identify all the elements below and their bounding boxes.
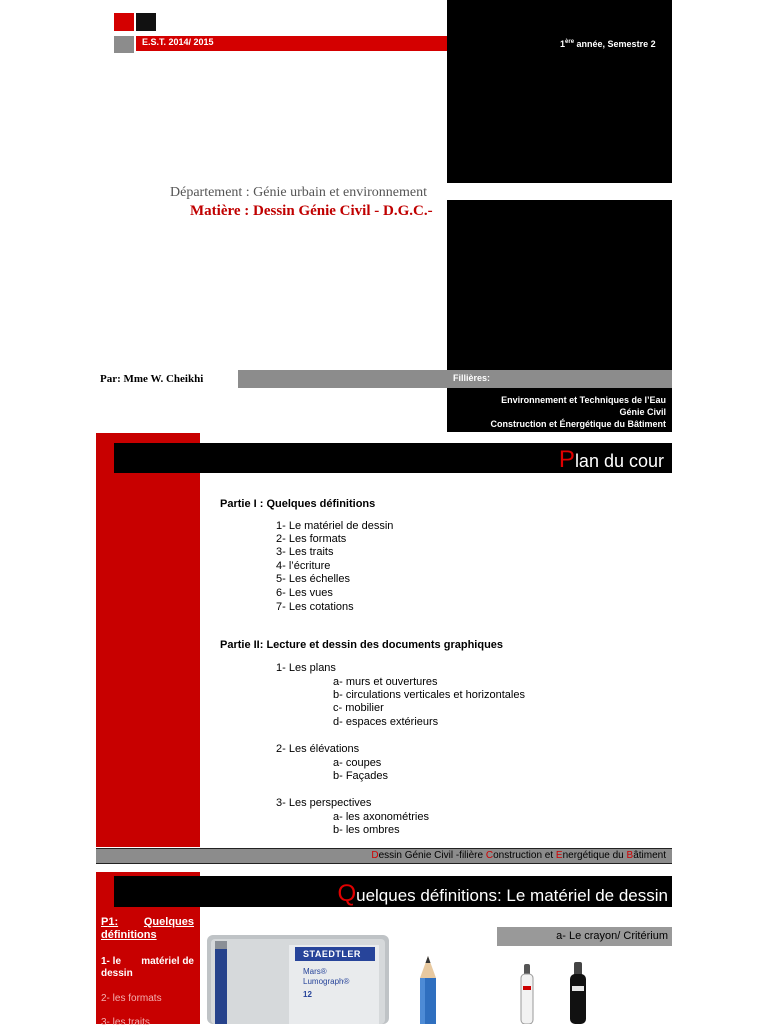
footer-text: essin Génie Civil -filière (378, 850, 486, 861)
list-item: a- les axonométries (333, 811, 429, 823)
section-label: 1- Les plans (276, 662, 336, 674)
plan-title (559, 446, 664, 474)
list-item: 6- Les vues (276, 587, 333, 599)
crayon-label: a- Le crayon/ Critérium (556, 930, 668, 942)
list-item: a- coupes (333, 757, 382, 769)
department-title: Département : Génie urbain et environnement (170, 185, 427, 200)
year-number: 1 (560, 39, 566, 49)
year-text: année, Semestre 2 (574, 39, 656, 49)
product-line: Lumograph® (303, 977, 350, 986)
list-item: b- Façades (333, 770, 389, 782)
plan-footer-bar (96, 848, 672, 864)
author-name: Par: Mme W. Cheikhi (100, 373, 204, 385)
list-item: 4- l’écriture (276, 560, 331, 572)
footer-text: nergétique du (562, 850, 627, 861)
footer-initial: E (555, 850, 563, 861)
subject-title: Matière : Dessin Génie Civil - D.G.C.- (190, 203, 433, 219)
side-title-part: Quelques (143, 916, 194, 928)
logo-square-black (136, 13, 156, 31)
list-item: d- espaces extérieurs (333, 716, 439, 728)
footer-text: âtiment (633, 850, 666, 861)
filiere-item: Environnement et Techniques de l’Eau (501, 395, 666, 405)
list-item: 2- Les formats (276, 533, 347, 545)
pencil-box-illustration (207, 935, 389, 1024)
side-item-traits: 3- les traits (101, 1017, 150, 1028)
section-label: 3- Les perspectives (276, 797, 372, 809)
cover-black-block-top (447, 0, 672, 183)
part1-title: Partie I : Quelques définitions (220, 498, 376, 510)
side-section-title (101, 916, 194, 942)
list-item: 5- Les échelles (276, 573, 350, 585)
semester-label (560, 39, 656, 49)
plan-footer-text (371, 850, 666, 861)
footer-initial: C (485, 850, 494, 861)
footer-text: onstruction et (493, 850, 556, 861)
pencil-box-photo (207, 935, 389, 1024)
definitions-title-text: uelques définitions: Le matériel de dessin (356, 886, 668, 905)
crayon-label-bar (497, 927, 672, 946)
product-count: 12 (303, 990, 312, 999)
side-title-part: définitions (101, 929, 157, 941)
side-item-formats: 2- les formats (101, 993, 162, 1004)
list-item: 3- Les traits (276, 546, 334, 558)
side-item-part: matériel de (141, 956, 194, 967)
pencil-icon (416, 956, 440, 1024)
brand-label: STAEDTLER (303, 949, 361, 959)
filiere-item: Génie Civil (619, 407, 666, 417)
side-item-part: 1- le (101, 956, 122, 967)
filieres-list (447, 388, 672, 432)
footer-initial: D (371, 850, 379, 861)
list-item: b- circulations verticales et horizontales (333, 689, 525, 701)
product-line: Mars® (303, 967, 327, 976)
plan-title-capital: P (558, 446, 575, 473)
side-title-part: P1: (101, 916, 119, 928)
plan-title-bar (114, 443, 672, 473)
cover-black-block-middle (447, 200, 672, 370)
definitions-title-capital: Q (337, 880, 357, 907)
side-item-part: dessin (101, 968, 133, 979)
list-item: b- les ombres (333, 824, 400, 836)
footer-initial: B (626, 850, 634, 861)
school-label: E.S.T. 2014/ 2015 (142, 37, 214, 47)
list-item: c- mobilier (333, 702, 384, 714)
school-bar (136, 36, 447, 51)
filiere-item: Construction et Énergétique du Bâtiment (490, 419, 666, 429)
logo-square-red (114, 13, 134, 31)
list-item: a- murs et ouvertures (333, 676, 438, 688)
list-item: 7- Les cotations (276, 601, 354, 613)
plan-red-column (96, 433, 200, 847)
part2-title: Partie II: Lecture et dessin des documents graphiques (220, 639, 504, 651)
list-item: 1- Le matériel de dessin (276, 520, 394, 532)
mechanical-pencil-icon (510, 962, 600, 1024)
plan-title-text: lan du cour (574, 451, 664, 471)
side-item-materiel (101, 956, 194, 980)
section-label: 2- Les élévations (276, 743, 360, 755)
year-superscript: ère (565, 39, 575, 45)
definitions-title (337, 880, 668, 908)
logo-square-grey (114, 36, 134, 53)
filieres-label: Fillières: (453, 373, 491, 383)
definitions-title-bar (114, 876, 672, 907)
